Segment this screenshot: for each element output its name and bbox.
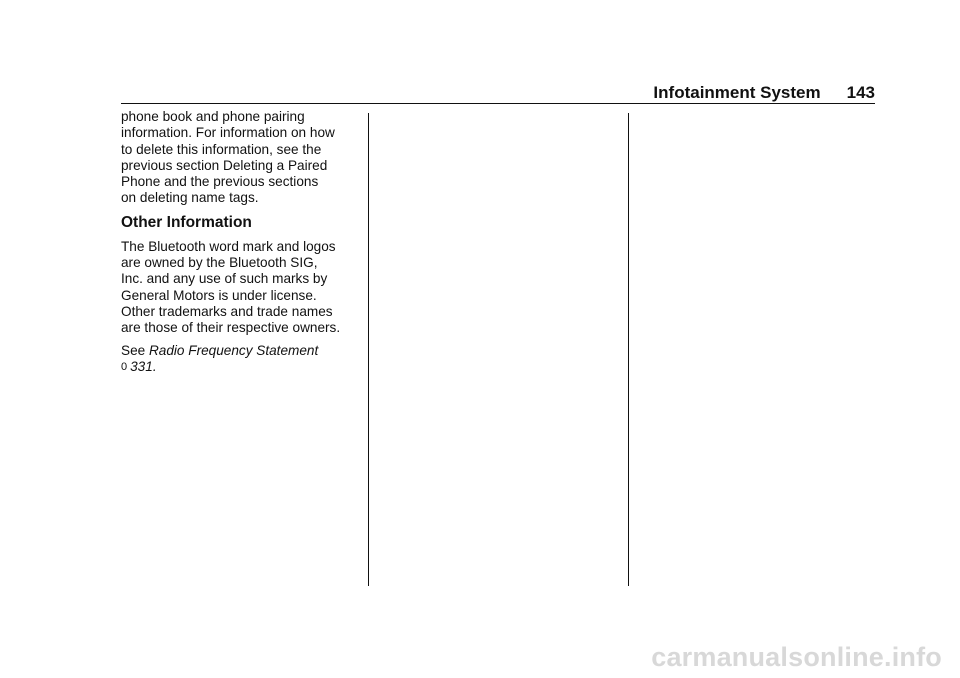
paragraph-bluetooth-trademark	[121, 239, 361, 337]
column-divider-left	[368, 113, 369, 586]
section-title: Infotainment System	[653, 83, 821, 102]
watermark-text: carmanualsonline.info	[651, 642, 942, 672]
paragraph-pairing-info	[121, 109, 361, 207]
page-number: 143	[846, 83, 875, 102]
heading-other-information: Other Information	[121, 213, 252, 231]
text-line: phone book and phone pairing	[121, 109, 305, 124]
text-line: Other trademarks and trade names	[121, 303, 333, 319]
text-line: The Bluetooth word mark and logos	[121, 238, 336, 254]
see-label: See	[121, 342, 146, 358]
running-head	[600, 82, 875, 104]
text-line	[121, 359, 361, 375]
text-line: on deleting name tags.	[121, 190, 259, 206]
column-divider-right	[628, 113, 629, 586]
text-line: are those of their respective owners.	[121, 320, 341, 336]
text-line: General Motors is under license.	[121, 287, 317, 303]
cross-reference-period: .	[152, 358, 157, 374]
text-column-1	[121, 109, 361, 381]
text-line: information. For information on how	[121, 125, 335, 141]
page-reference-arrow-icon: 0	[121, 360, 128, 373]
text-line: to delete this information, see the	[121, 141, 322, 157]
cross-reference-title[interactable]: Radio Frequency Statement	[148, 342, 319, 358]
header-rule	[121, 103, 875, 104]
text-line	[121, 343, 361, 359]
text-line: Inc. and any use of such marks by	[121, 271, 328, 287]
text-line: Phone and the previous sections	[121, 174, 319, 190]
text-line: are owned by the Bluetooth SIG,	[121, 255, 318, 271]
text-line: previous section Deleting a Paired	[121, 157, 328, 173]
paragraph-see-reference	[121, 343, 361, 376]
cross-reference-page[interactable]: 331	[130, 358, 153, 374]
